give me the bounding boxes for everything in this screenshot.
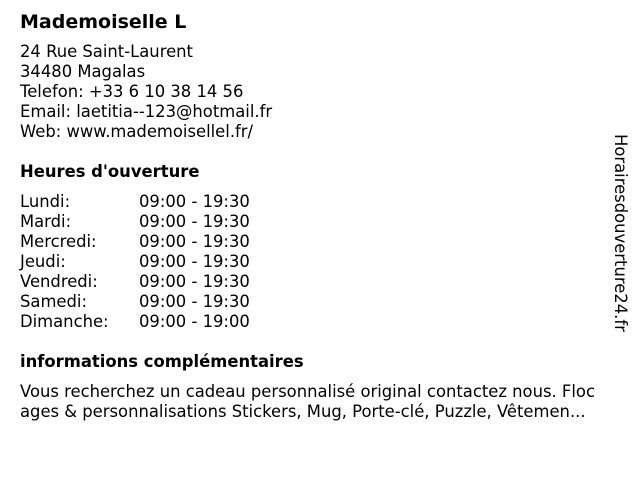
day-label: Samedi:: [20, 292, 87, 311]
site-watermark: Horairesdouverture24.fr: [611, 134, 630, 332]
phone-line: [20, 82, 620, 102]
business-card: [20, 9, 620, 422]
additional-info-line: ages & personnalisations Stickers, Mug, Porte-clé, Puzzle, Vêtemen...: [20, 402, 586, 421]
day-label: Mardi:: [20, 212, 72, 231]
hours-row-friday: [20, 272, 620, 292]
opening-hours-heading: Heures d'ouverture: [20, 162, 200, 181]
phone-link[interactable]: +33 6 10 38 14 56: [88, 82, 244, 101]
email-link[interactable]: laetitia--123@hotmail.fr: [76, 102, 273, 121]
address-city: 34480 Magalas: [20, 62, 146, 81]
additional-info-heading: informations complémentaires: [20, 352, 304, 371]
email-line: [20, 102, 620, 122]
hours-row-wednesday: [20, 232, 620, 252]
web-line: [20, 122, 620, 142]
time-range: 09:00 - 19:00: [139, 312, 250, 331]
hours-row-tuesday: [20, 212, 620, 232]
hours-row-saturday: [20, 292, 620, 312]
time-range: 09:00 - 19:30: [139, 252, 250, 271]
website-link[interactable]: www.mademoisellel.fr/: [66, 122, 254, 141]
hours-row-thursday: [20, 252, 620, 272]
web-label: Web:: [20, 122, 62, 141]
time-range: 09:00 - 19:30: [139, 292, 250, 311]
time-range: 09:00 - 19:30: [139, 232, 250, 251]
day-label: Mercredi:: [20, 232, 97, 251]
time-range: 09:00 - 19:30: [139, 272, 250, 291]
day-label: Vendredi:: [20, 272, 98, 291]
additional-info-text: [20, 382, 630, 422]
address-street: 24 Rue Saint-Laurent: [20, 42, 193, 61]
day-label: Lundi:: [20, 192, 71, 211]
business-name: Mademoiselle L: [20, 11, 187, 33]
phone-label: Telefon:: [20, 82, 84, 101]
day-label: Dimanche:: [20, 312, 109, 331]
email-label: Email:: [20, 102, 71, 121]
opening-hours-table: [20, 192, 620, 332]
time-range: 09:00 - 19:30: [139, 192, 250, 211]
additional-info-line: Vous recherchez un cadeau personnalisé original contactez nous. Floc: [20, 382, 595, 401]
hours-row-monday: [20, 192, 620, 212]
day-label: Jeudi:: [20, 252, 66, 271]
time-range: 09:00 - 19:30: [139, 212, 250, 231]
hours-row-sunday: [20, 312, 620, 332]
